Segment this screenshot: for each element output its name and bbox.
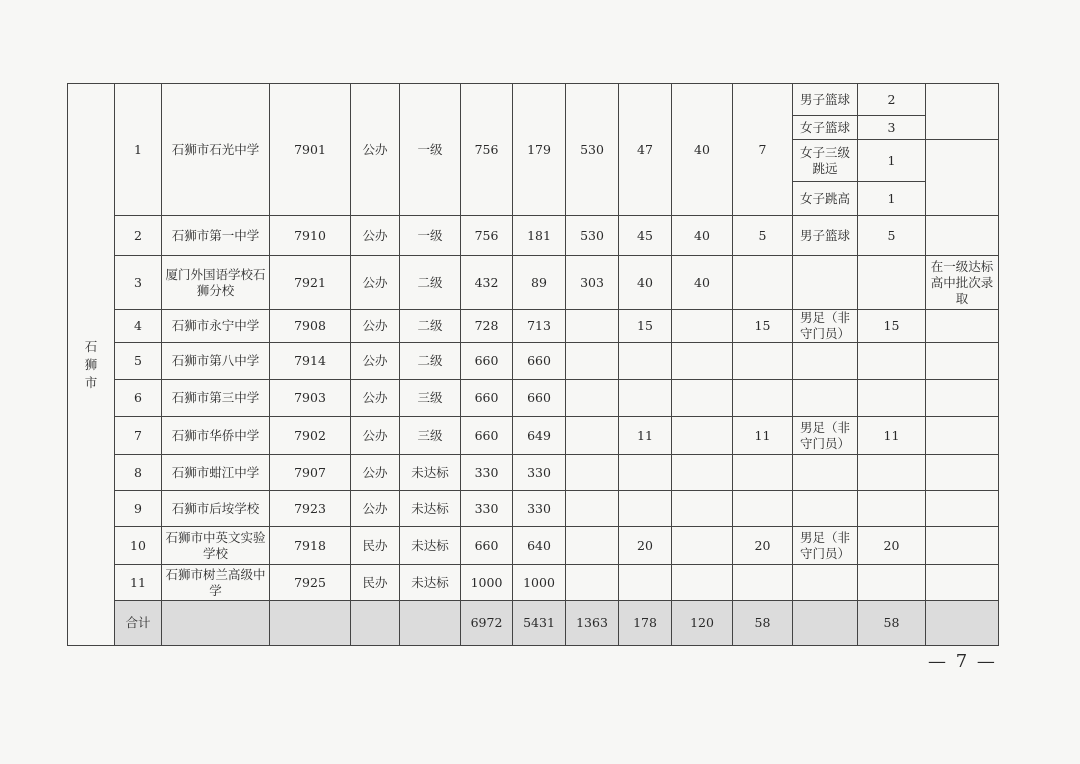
value-d: 11 [619,417,672,455]
value-b: 89 [513,256,566,310]
admission-table [67,83,999,646]
school-grade: 未达标 [400,527,461,565]
school-name: 厦门外国语学校石狮分校 [162,256,270,310]
school-code: 7902 [270,417,351,455]
total-row [68,601,999,646]
total-f: 58 [733,601,793,646]
value-a: 756 [461,216,513,256]
school-code: 7908 [270,310,351,343]
value-e [672,565,733,601]
value-b: 713 [513,310,566,343]
district-cell: 石狮市 [68,84,115,646]
value-a: 660 [461,527,513,565]
school-type: 民办 [351,527,400,565]
school-type: 民办 [351,565,400,601]
school-grade: 二级 [400,343,461,380]
sport-count [858,491,926,527]
sport-item: 女子三级跳远 [793,140,858,182]
school-name: 石狮市蚶江中学 [162,455,270,491]
remark [926,310,999,343]
sport-item: 男足（非守门员） [793,417,858,455]
sport-item: 男足（非守门员） [793,527,858,565]
school-code: 7921 [270,256,351,310]
row-index: 7 [115,417,162,455]
school-type: 公办 [351,256,400,310]
row-index: 5 [115,343,162,380]
remark [926,491,999,527]
value-f [733,256,793,310]
school-type: 公办 [351,455,400,491]
sport-count [858,455,926,491]
school-name: 石狮市第八中学 [162,343,270,380]
value-b: 649 [513,417,566,455]
total-b: 5431 [513,601,566,646]
school-type: 公办 [351,84,400,216]
school-type: 公办 [351,417,400,455]
value-f: 11 [733,417,793,455]
total-e: 120 [672,601,733,646]
total-empty [351,601,400,646]
value-a: 660 [461,343,513,380]
table-row [68,310,999,343]
value-f [733,491,793,527]
school-code: 7923 [270,491,351,527]
page-number: — 7 — [928,651,997,672]
value-f [733,455,793,491]
value-e [672,455,733,491]
total-sport-count: 58 [858,601,926,646]
value-c [566,527,619,565]
value-c: 530 [566,216,619,256]
remark [926,84,999,140]
school-grade: 一级 [400,216,461,256]
sport-count: 1 [858,182,926,216]
value-a: 330 [461,491,513,527]
value-b: 660 [513,343,566,380]
value-b: 660 [513,380,566,417]
value-c: 530 [566,84,619,216]
value-b: 330 [513,491,566,527]
school-grade: 二级 [400,310,461,343]
value-c [566,455,619,491]
table-row [68,380,999,417]
sport-item [793,565,858,601]
school-grade: 未达标 [400,455,461,491]
school-grade: 未达标 [400,565,461,601]
sport-item [793,256,858,310]
table-row [68,565,999,601]
school-type: 公办 [351,343,400,380]
school-name: 石狮市永宁中学 [162,310,270,343]
value-a: 660 [461,380,513,417]
row-index: 2 [115,216,162,256]
value-b: 181 [513,216,566,256]
remark [926,565,999,601]
school-type: 公办 [351,310,400,343]
row-index: 6 [115,380,162,417]
value-c [566,417,619,455]
row-index: 4 [115,310,162,343]
value-e: 40 [672,256,733,310]
sport-count [858,343,926,380]
value-e [672,310,733,343]
row-index: 10 [115,527,162,565]
school-type: 公办 [351,216,400,256]
value-c [566,491,619,527]
remark [926,417,999,455]
value-a: 1000 [461,565,513,601]
value-c [566,343,619,380]
school-code: 7903 [270,380,351,417]
sport-item [793,380,858,417]
total-empty [926,601,999,646]
school-grade: 二级 [400,256,461,310]
value-e [672,491,733,527]
value-c [566,310,619,343]
value-c: 303 [566,256,619,310]
table-row [68,527,999,565]
sport-item: 男足（非守门员） [793,310,858,343]
remark [926,455,999,491]
school-name: 石狮市第一中学 [162,216,270,256]
sport-item: 男子篮球 [793,84,858,116]
sport-count: 1 [858,140,926,182]
sport-count: 11 [858,417,926,455]
value-b: 1000 [513,565,566,601]
total-a: 6972 [461,601,513,646]
value-d [619,455,672,491]
school-code: 7907 [270,455,351,491]
school-name: 石狮市中英文实验学校 [162,527,270,565]
sport-count: 2 [858,84,926,116]
total-empty [793,601,858,646]
value-a: 330 [461,455,513,491]
sport-count [858,565,926,601]
remark [926,343,999,380]
school-grade: 未达标 [400,491,461,527]
remark [926,380,999,417]
table-row [68,343,999,380]
value-f: 15 [733,310,793,343]
value-d: 40 [619,256,672,310]
value-d [619,491,672,527]
sport-count: 15 [858,310,926,343]
school-type: 公办 [351,491,400,527]
value-a: 728 [461,310,513,343]
school-name: 石狮市树兰高级中学 [162,565,270,601]
total-d: 178 [619,601,672,646]
value-d: 20 [619,527,672,565]
value-d: 15 [619,310,672,343]
table-row [68,417,999,455]
sport-count [858,256,926,310]
sport-item [793,491,858,527]
table-row [68,491,999,527]
row-index: 1 [115,84,162,216]
value-d [619,343,672,380]
total-empty [162,601,270,646]
school-name: 石狮市后垵学校 [162,491,270,527]
value-f [733,343,793,380]
sport-count: 3 [858,116,926,140]
value-f: 5 [733,216,793,256]
value-f: 7 [733,84,793,216]
value-d: 47 [619,84,672,216]
total-empty [400,601,461,646]
remark: 在一级达标高中批次录取 [926,256,999,310]
value-c [566,565,619,601]
sport-count [858,380,926,417]
value-d [619,380,672,417]
total-label: 合计 [115,601,162,646]
value-b: 330 [513,455,566,491]
value-e [672,527,733,565]
school-name: 石狮市第三中学 [162,380,270,417]
school-grade: 三级 [400,417,461,455]
row-index: 8 [115,455,162,491]
value-d [619,565,672,601]
value-f [733,380,793,417]
total-c: 1363 [566,601,619,646]
sport-item: 女子跳高 [793,182,858,216]
sport-count: 5 [858,216,926,256]
value-a: 432 [461,256,513,310]
value-e [672,343,733,380]
sport-item: 男子篮球 [793,216,858,256]
value-e: 40 [672,84,733,216]
sport-item [793,455,858,491]
school-grade: 三级 [400,380,461,417]
sport-item: 女子篮球 [793,116,858,140]
school-type: 公办 [351,380,400,417]
value-d: 45 [619,216,672,256]
value-e [672,417,733,455]
value-b: 179 [513,84,566,216]
row-index: 11 [115,565,162,601]
remark [926,140,999,216]
table-row [68,84,999,116]
table-row [68,216,999,256]
school-grade: 一级 [400,84,461,216]
school-name: 石狮市华侨中学 [162,417,270,455]
value-e: 40 [672,216,733,256]
school-code: 7914 [270,343,351,380]
value-a: 660 [461,417,513,455]
value-b: 640 [513,527,566,565]
value-f: 20 [733,527,793,565]
value-c [566,380,619,417]
school-code: 7910 [270,216,351,256]
table-row [68,455,999,491]
school-code: 7925 [270,565,351,601]
row-index: 9 [115,491,162,527]
row-index: 3 [115,256,162,310]
school-code: 7901 [270,84,351,216]
school-name: 石狮市石光中学 [162,84,270,216]
total-empty [270,601,351,646]
sport-item [793,343,858,380]
value-f [733,565,793,601]
school-code: 7918 [270,527,351,565]
value-a: 756 [461,84,513,216]
sport-count: 20 [858,527,926,565]
value-e [672,380,733,417]
remark [926,216,999,256]
table-row [68,256,999,310]
remark [926,527,999,565]
